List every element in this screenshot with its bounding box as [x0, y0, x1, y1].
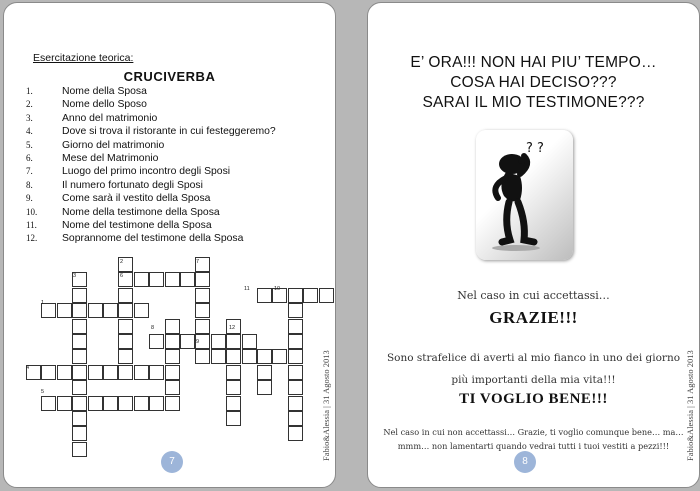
crossword-cell[interactable] [134, 365, 149, 380]
crossword-cell[interactable] [57, 365, 72, 380]
crossword-cell[interactable] [226, 334, 241, 349]
headline-line: SARAI IL MIO TESTIMONE??? [422, 94, 645, 111]
page-number: 8 [514, 451, 536, 473]
crossword-cell[interactable] [257, 380, 272, 395]
clue-item: 6. Mese del Matrimonio [26, 152, 159, 164]
crossword-cell[interactable] [149, 334, 164, 349]
thinking-figure-image [476, 130, 573, 260]
crossword-cell[interactable] [165, 349, 180, 364]
grid-number: 11 [244, 286, 250, 292]
thinking-figure-icon [476, 130, 573, 260]
grid-number: 7 [196, 259, 200, 265]
crossword-cell[interactable] [72, 426, 87, 441]
crossword-cell[interactable] [118, 334, 133, 349]
crossword-cell[interactable] [118, 303, 133, 318]
crossword-cell[interactable] [118, 365, 133, 380]
crossword-cell[interactable] [303, 288, 318, 303]
page-right [367, 2, 700, 488]
crossword-cell[interactable] [118, 396, 133, 411]
crossword-cell[interactable] [195, 349, 210, 364]
clue-item: 4. Dove si trova il ristorante in cui festeggeremo? [26, 126, 276, 138]
crossword-cell[interactable] [41, 396, 56, 411]
crossword-cell[interactable] [118, 319, 133, 334]
question-marks: ? ? [526, 141, 544, 156]
crossword-cell[interactable] [288, 380, 303, 395]
crossword-cell[interactable] [165, 396, 180, 411]
page-left [3, 2, 336, 488]
crossword-cell[interactable] [165, 319, 180, 334]
side-footer: Fabio&Alessia | 31 Agosto 2013 [321, 350, 331, 461]
crossword-cell[interactable] [288, 365, 303, 380]
crossword-cell[interactable] [57, 396, 72, 411]
crossword-cell[interactable] [257, 288, 272, 303]
crossword-title: CRUCIVERBA [123, 69, 216, 84]
crossword-cell[interactable] [288, 411, 303, 426]
crossword-cell[interactable] [72, 303, 87, 318]
crossword-cell[interactable] [72, 334, 87, 349]
crossword-cell[interactable] [165, 272, 180, 287]
crossword-cell[interactable] [211, 349, 226, 364]
crossword-cell[interactable] [72, 319, 87, 334]
crossword-cell[interactable] [103, 396, 118, 411]
crossword-cell[interactable] [288, 426, 303, 441]
crossword-cell[interactable] [57, 303, 72, 318]
crossword-cell[interactable] [149, 365, 164, 380]
crossword-cell[interactable] [72, 442, 87, 457]
thanks-text: GRAZIE!!! [489, 308, 578, 327]
crossword-cell[interactable] [257, 365, 272, 380]
crossword-cell[interactable] [103, 365, 118, 380]
grid-number: 5 [41, 389, 45, 395]
grid-number: 9 [196, 339, 200, 345]
crossword-cell[interactable] [118, 288, 133, 303]
crossword-cell[interactable] [195, 288, 210, 303]
clue-item: 5. Giorno del matrimonio [26, 139, 165, 151]
crossword-cell[interactable] [195, 303, 210, 318]
clue-item: 12. Soprannome del testimone della Sposa [26, 233, 244, 245]
grid-number: 3 [73, 273, 77, 279]
crossword-cell[interactable] [288, 303, 303, 318]
crossword-cell[interactable] [180, 334, 195, 349]
crossword-cell[interactable] [165, 380, 180, 395]
crossword-cell[interactable] [134, 272, 149, 287]
crossword-cell[interactable] [242, 334, 257, 349]
crossword-cell[interactable] [288, 396, 303, 411]
crossword-cell[interactable] [211, 334, 226, 349]
crossword-cell[interactable] [118, 349, 133, 364]
headline-line: E’ ORA!!! NON HAI PIU’ TEMPO… [410, 54, 657, 71]
clue-item: 11. Nome del testimone della Sposa [26, 219, 212, 231]
clue-item: 3. Anno del matrimonio [26, 112, 158, 124]
crossword-cell[interactable] [165, 334, 180, 349]
grid-number: 4 [26, 365, 30, 371]
crossword-cell[interactable] [272, 349, 287, 364]
crossword-cell[interactable] [257, 349, 272, 364]
crossword-cell[interactable] [88, 396, 103, 411]
crossword-cell[interactable] [242, 349, 257, 364]
grid-number: 12 [229, 325, 236, 331]
crossword-cell[interactable] [72, 396, 87, 411]
clue-list [26, 85, 276, 246]
crossword-cell[interactable] [288, 334, 303, 349]
crossword-cell[interactable] [72, 365, 87, 380]
crossword-cell[interactable] [288, 319, 303, 334]
crossword-cell[interactable] [288, 288, 303, 303]
crossword-cell[interactable] [134, 303, 149, 318]
clue-item: 8. Il numero fortunato degli Sposi [26, 179, 203, 191]
clue-item: 2. Nome dello Sposo [26, 99, 147, 111]
headline [368, 53, 699, 113]
crossword-cell[interactable] [288, 349, 303, 364]
crossword-cell[interactable] [180, 272, 195, 287]
crossword-cell[interactable] [88, 303, 103, 318]
love-text: TI VOGLIO BENE!!! [459, 391, 608, 407]
crossword-cell[interactable] [72, 288, 87, 303]
crossword-cell[interactable] [41, 365, 56, 380]
crossword-cell[interactable] [149, 396, 164, 411]
grid-number: 6 [120, 273, 124, 279]
crossword-cell[interactable] [72, 411, 87, 426]
page-number: 7 [161, 451, 183, 473]
crossword-cell[interactable] [226, 396, 241, 411]
crossword-cell[interactable] [88, 365, 103, 380]
crossword-cell[interactable] [72, 380, 87, 395]
crossword-cell[interactable] [103, 303, 118, 318]
clue-item: 10. Nome della testimone della Sposa [26, 206, 220, 218]
crossword-cell[interactable] [195, 272, 210, 287]
headline-line: COSA HAI DECISO??? [450, 74, 617, 91]
crossword-cell[interactable] [226, 365, 241, 380]
crossword-cell[interactable] [165, 365, 180, 380]
if-not-text: Nel caso in cui non accettassi… Grazie, ti voglio comunque bene… ma… mmm… non lamentarti quando vedrai tutti i tuoi vestiti a pezzi!!! [383, 427, 684, 451]
crossword-cell[interactable] [226, 349, 241, 364]
grid-number: 10 [274, 286, 281, 292]
clue-item: 1. Nome della Sposa [26, 86, 147, 97]
grid-number: 1 [41, 300, 45, 306]
crossword-cell[interactable] [149, 272, 164, 287]
grid-number: 8 [151, 325, 155, 331]
grid-number: 2 [120, 259, 124, 265]
crossword-cell[interactable] [226, 380, 241, 395]
section-title: Esercitazione teorica: [33, 52, 134, 64]
crossword-cell[interactable] [134, 396, 149, 411]
clue-item: 7. Luogo del primo incontro degli Sposi [26, 166, 231, 178]
side-footer: Fabio&Alessia | 31 Agosto 2013 [685, 350, 695, 461]
clue-item: 9. Come sarà il vestito della Sposa [26, 193, 211, 205]
if-accept-text: Nel caso in cui accettassi… [457, 289, 610, 302]
crossword-cell[interactable] [195, 319, 210, 334]
crossword-cell[interactable] [72, 349, 87, 364]
crossword-cell[interactable] [226, 411, 241, 426]
happy-text: Sono strafelice di averti al mio fianco in uno dei giorno più importanti della mia vita!!! [386, 352, 681, 386]
